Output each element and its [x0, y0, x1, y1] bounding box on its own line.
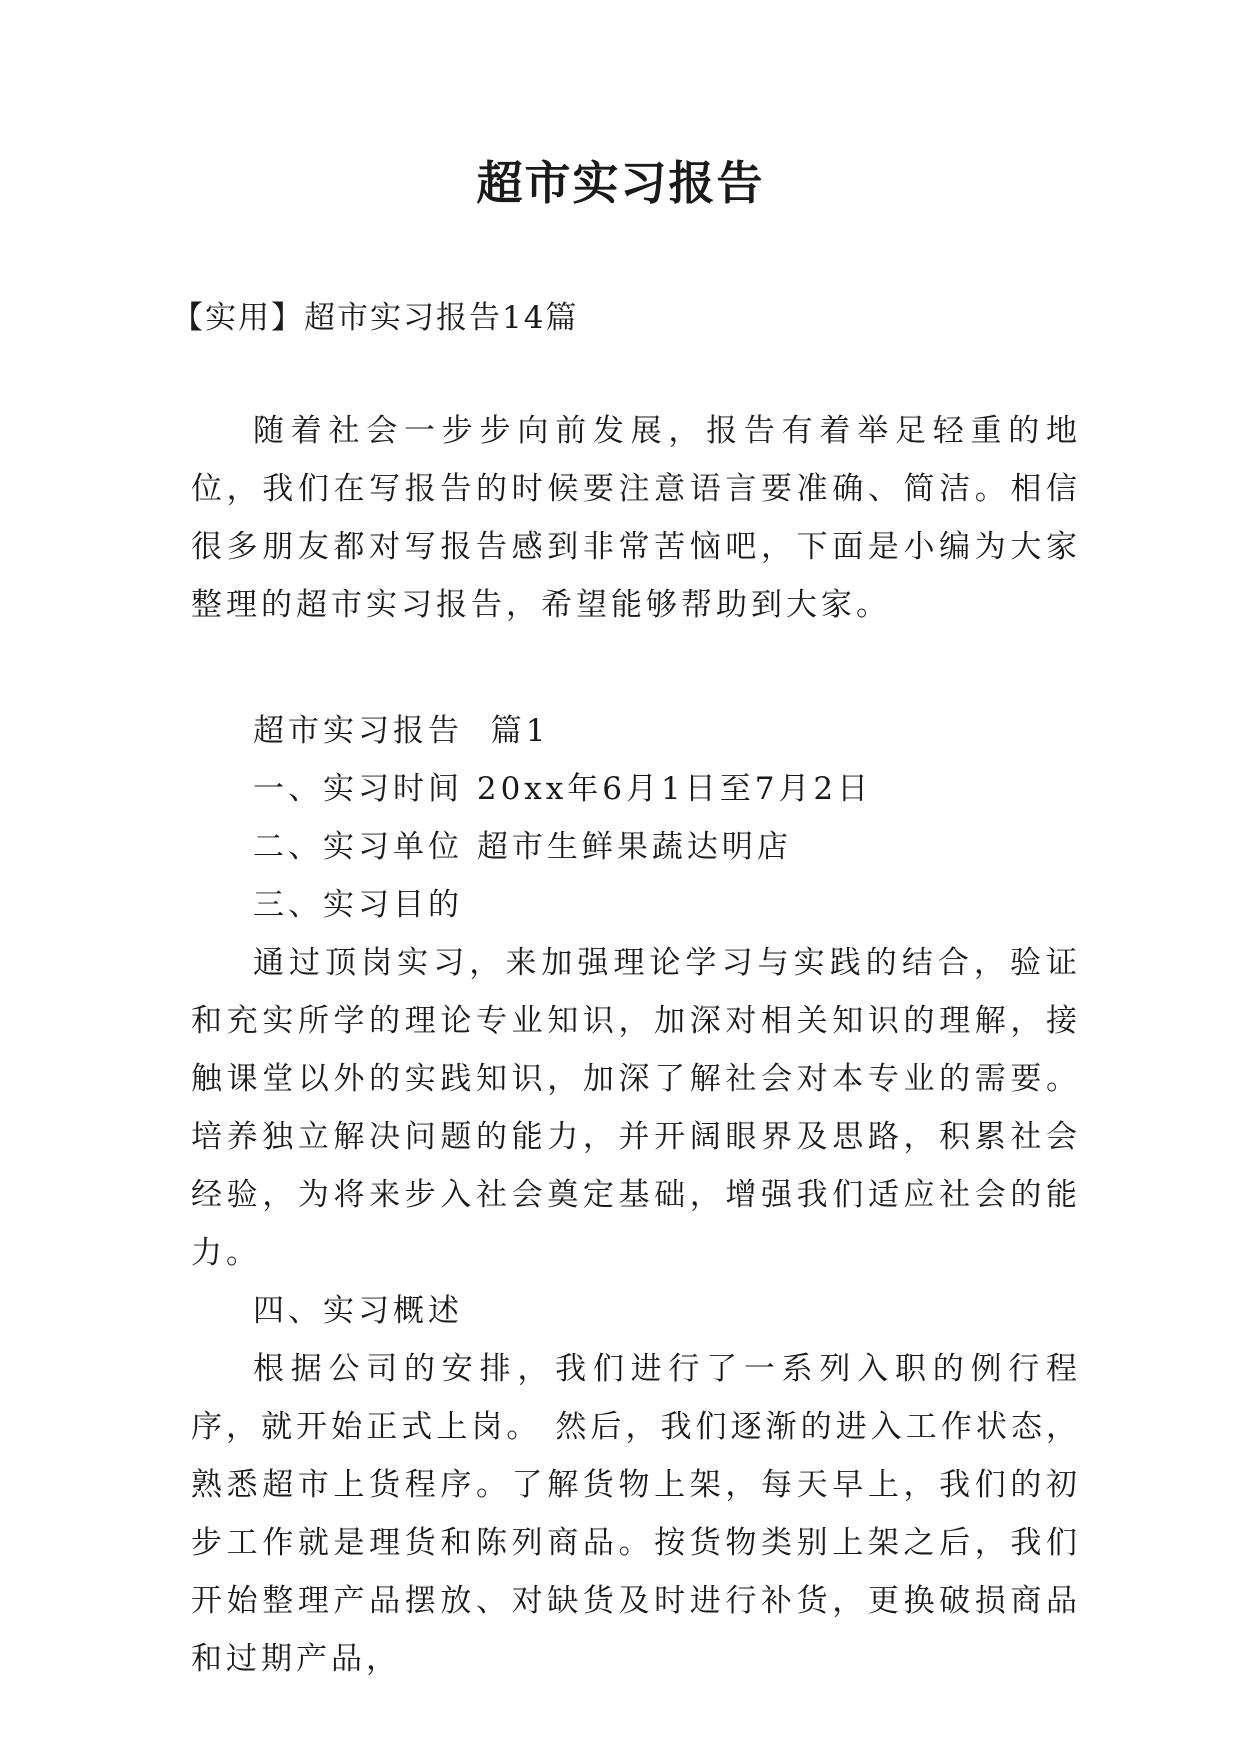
section-item-time: 一、实习时间 20xx年6月1日至7月2日 [253, 771, 873, 807]
intro-text: 随着社会一步步向前发展，报告有着举足轻重的地位，我们在写报告的时候要注意语言要准确、简洁。相信很多朋友都对写报告感到非常苦恼吧，下面是小编为大家整理的超市实习报告，希望能够帮助到大家。 [191, 413, 1081, 623]
intro-paragraph [191, 402, 1081, 634]
purpose-paragraph: 通过顶岗实习，来加强理论学习与实践的结合，验证和充实所学的理论专业知识，加深对相关知识的理解，接触课堂以外的实践知识，加深了解社会对本专业的需要。培养独立解决问题的能力，并开阔眼界及思路，积累社会经验，为将来步入社会奠定基础，增强我们适应社会的能力。 [191, 945, 1081, 1271]
section-item-purpose-heading: 三、实习目的 [253, 887, 463, 923]
document-title: 超市实习报告 [476, 156, 765, 210]
document-subtitle: 【实用】超市实习报告14篇 [172, 300, 579, 336]
overview-paragraph: 根据公司的安排，我们进行了一系列入职的例行程序，就开始正式上岗。 然后，我们逐渐的进入工作状态，熟悉超市上货程序。了解货物上架，每天早上，我们的初步工作就是理货和陈列商品。按货物类别上架之后，我们开始整理产品摆放、对缺货及时进行补货，更换破损商品和过期产品， [191, 1351, 1081, 1677]
section-item-unit: 二、实习单位 超市生鲜果蔬达明店 [253, 829, 792, 865]
section-body [191, 702, 1081, 1688]
section-heading: 超市实习报告 篇1 [253, 713, 550, 749]
overview-heading: 四、实习概述 [253, 1293, 463, 1329]
